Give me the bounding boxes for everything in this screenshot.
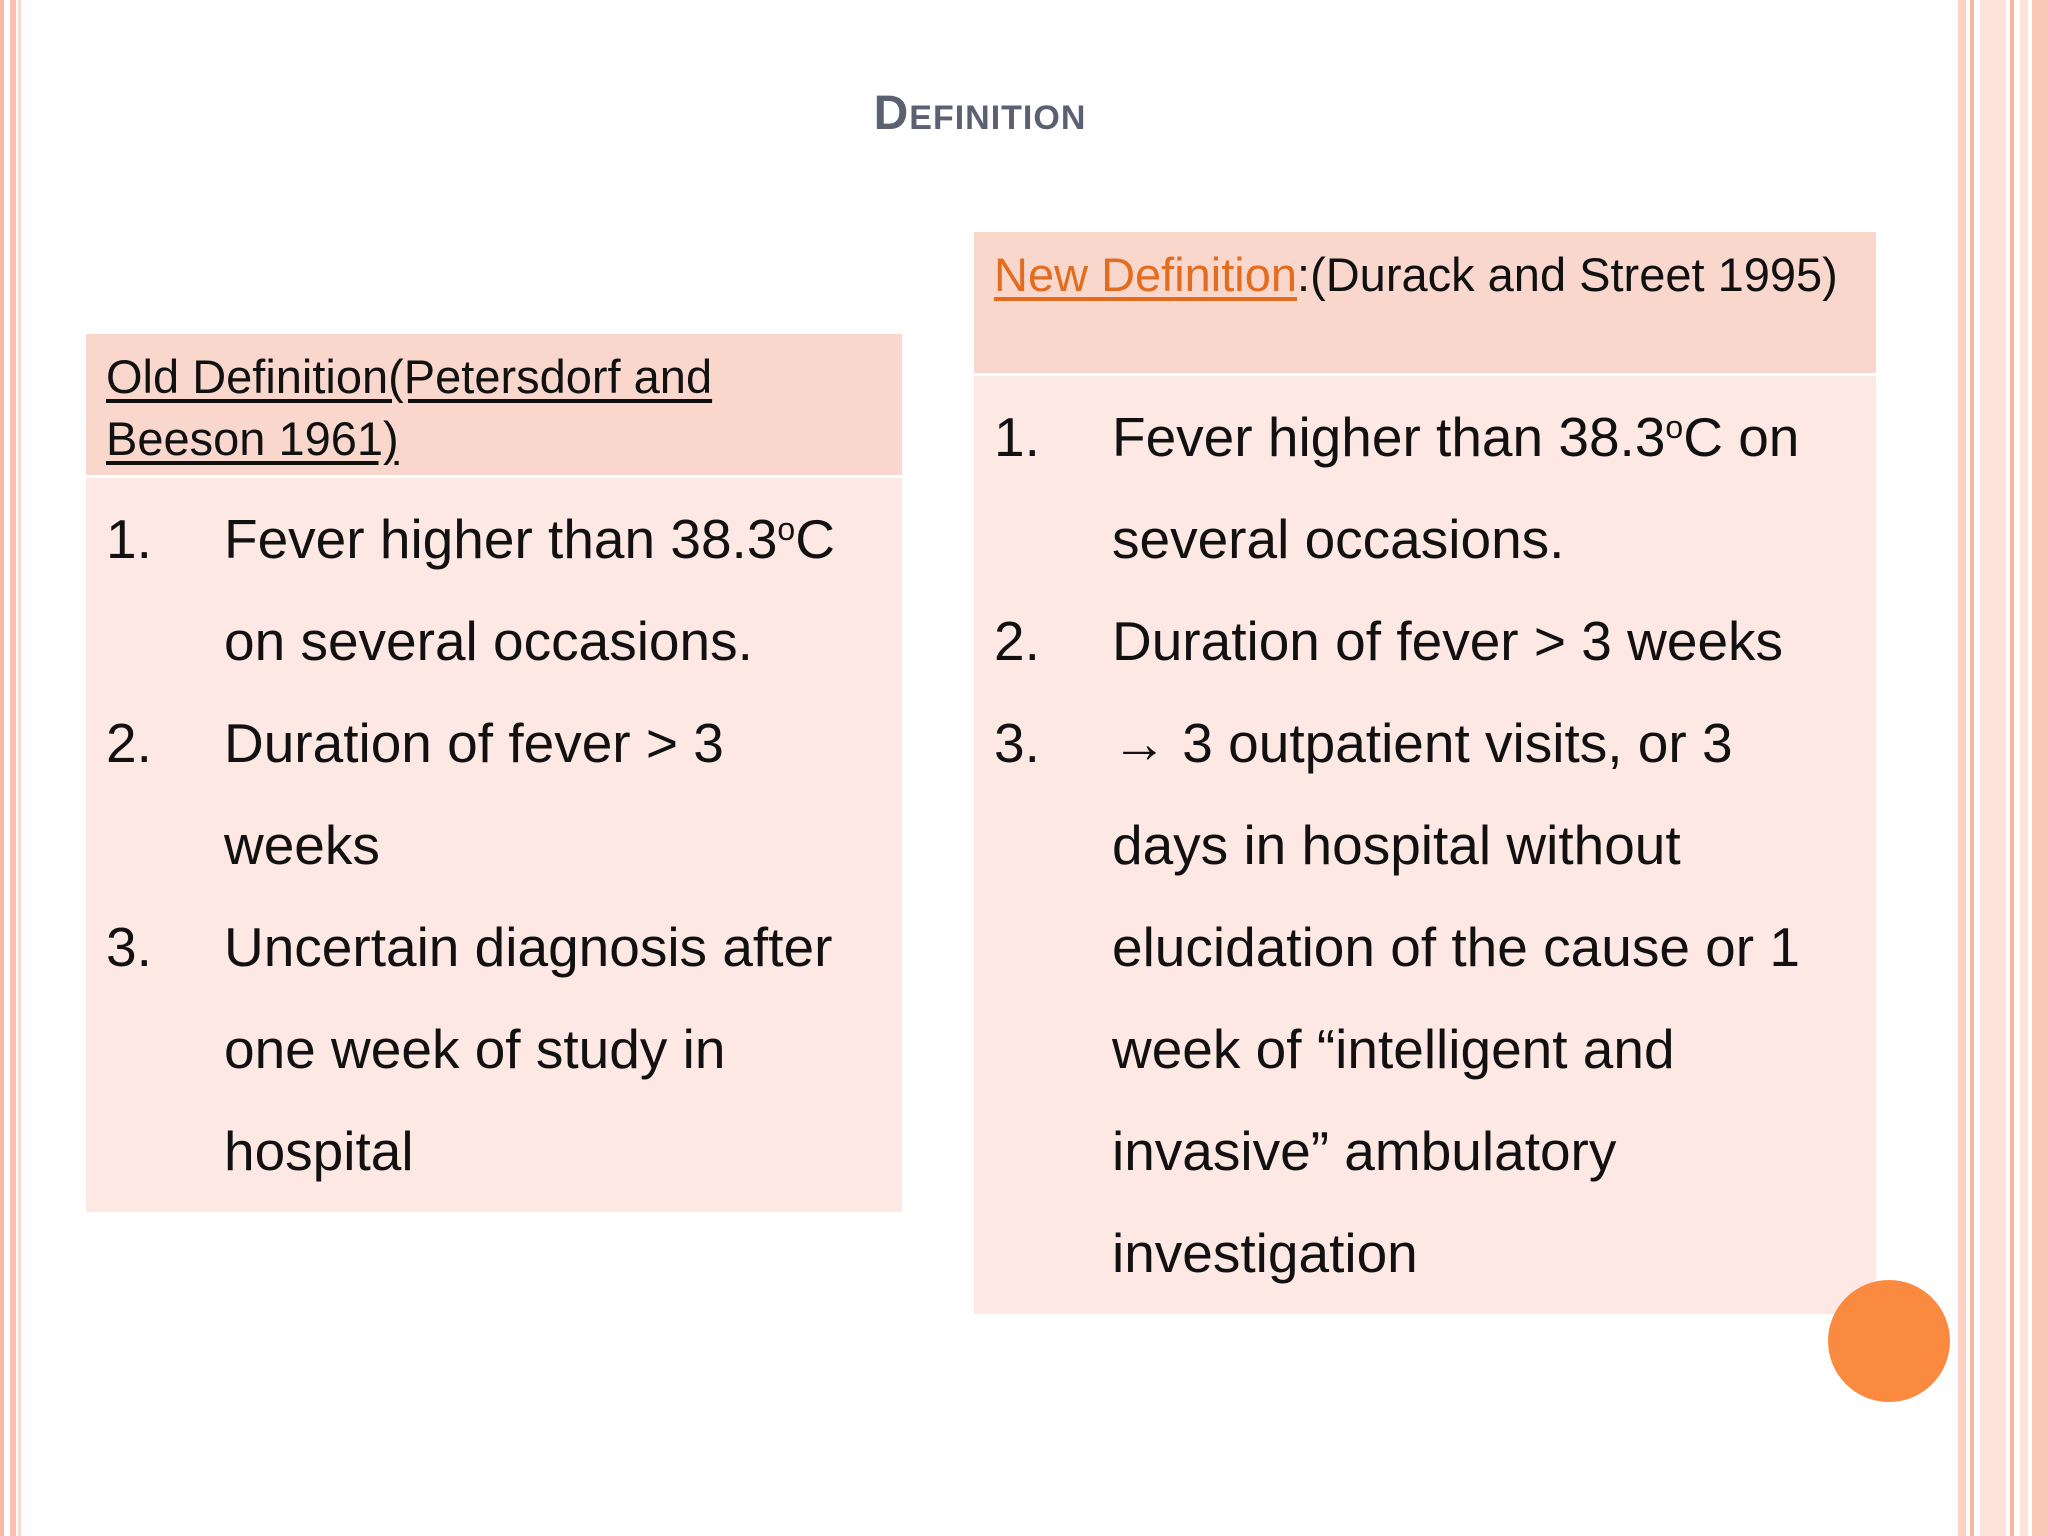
left-decor-stripe xyxy=(0,0,4,1536)
list-item-number: 3. xyxy=(106,916,152,978)
list-item-number: 2. xyxy=(994,610,1040,672)
new-definition-heading xyxy=(974,232,1876,376)
right-decor-stripe xyxy=(2020,0,2028,1536)
decorative-circle xyxy=(1828,1280,1950,1402)
list-item-text: Fever higher than 38.3$^o$C on several occasions. xyxy=(224,508,835,672)
list-item xyxy=(994,692,1856,1304)
list-item xyxy=(106,488,882,692)
list-item-number: 2. xyxy=(106,712,152,774)
old-definition-list xyxy=(86,478,902,1212)
old-definition-box xyxy=(86,334,902,1212)
list-item-text: Duration of fever > 3 weeks xyxy=(1112,610,1784,672)
old-definition-heading-text: Old Definition(Petersdorf and Beeson 1961) xyxy=(106,350,713,465)
list-item-number: 1. xyxy=(994,406,1040,468)
new-definition-list xyxy=(974,376,1876,1314)
slide-title: Definition xyxy=(873,87,1087,140)
new-definition-link[interactable]: New Definition xyxy=(994,248,1298,301)
new-definition-box xyxy=(974,232,1876,1314)
list-item-text: Uncertain diagnosis after one week of study in hospital xyxy=(224,916,833,1182)
right-decor-stripe xyxy=(2032,0,2048,1536)
right-decor-stripe xyxy=(1958,0,1966,1536)
superscript-degree: o xyxy=(777,511,796,547)
new-definition-heading-rest: :(Durack and Street 1995) xyxy=(1297,248,1838,301)
list-item-text: Duration of fever > 3 weeks xyxy=(224,712,724,876)
right-decor-stripe xyxy=(1980,0,2006,1536)
list-item xyxy=(994,386,1856,590)
list-item-text: → 3 outpatient visits, or 3 days in hospital without elucidation of the cause or 1 week of “intelligent and invasive” ambulatory investigation xyxy=(1112,712,1800,1284)
right-decor-stripe xyxy=(1970,0,1974,1536)
list-item xyxy=(106,692,882,896)
list-item-number: 3. xyxy=(994,712,1040,774)
list-item-number: 1. xyxy=(106,508,152,570)
left-decor-stripe xyxy=(18,0,21,1536)
list-item xyxy=(106,896,882,1202)
superscript-degree: o xyxy=(1665,409,1684,445)
left-decor-stripe xyxy=(10,0,16,1536)
right-decor-stripe xyxy=(2010,0,2014,1536)
list-item-text: Fever higher than 38.3$^o$C on several occasions. xyxy=(1112,406,1800,570)
old-definition-heading xyxy=(86,334,902,478)
list-item xyxy=(994,590,1856,692)
